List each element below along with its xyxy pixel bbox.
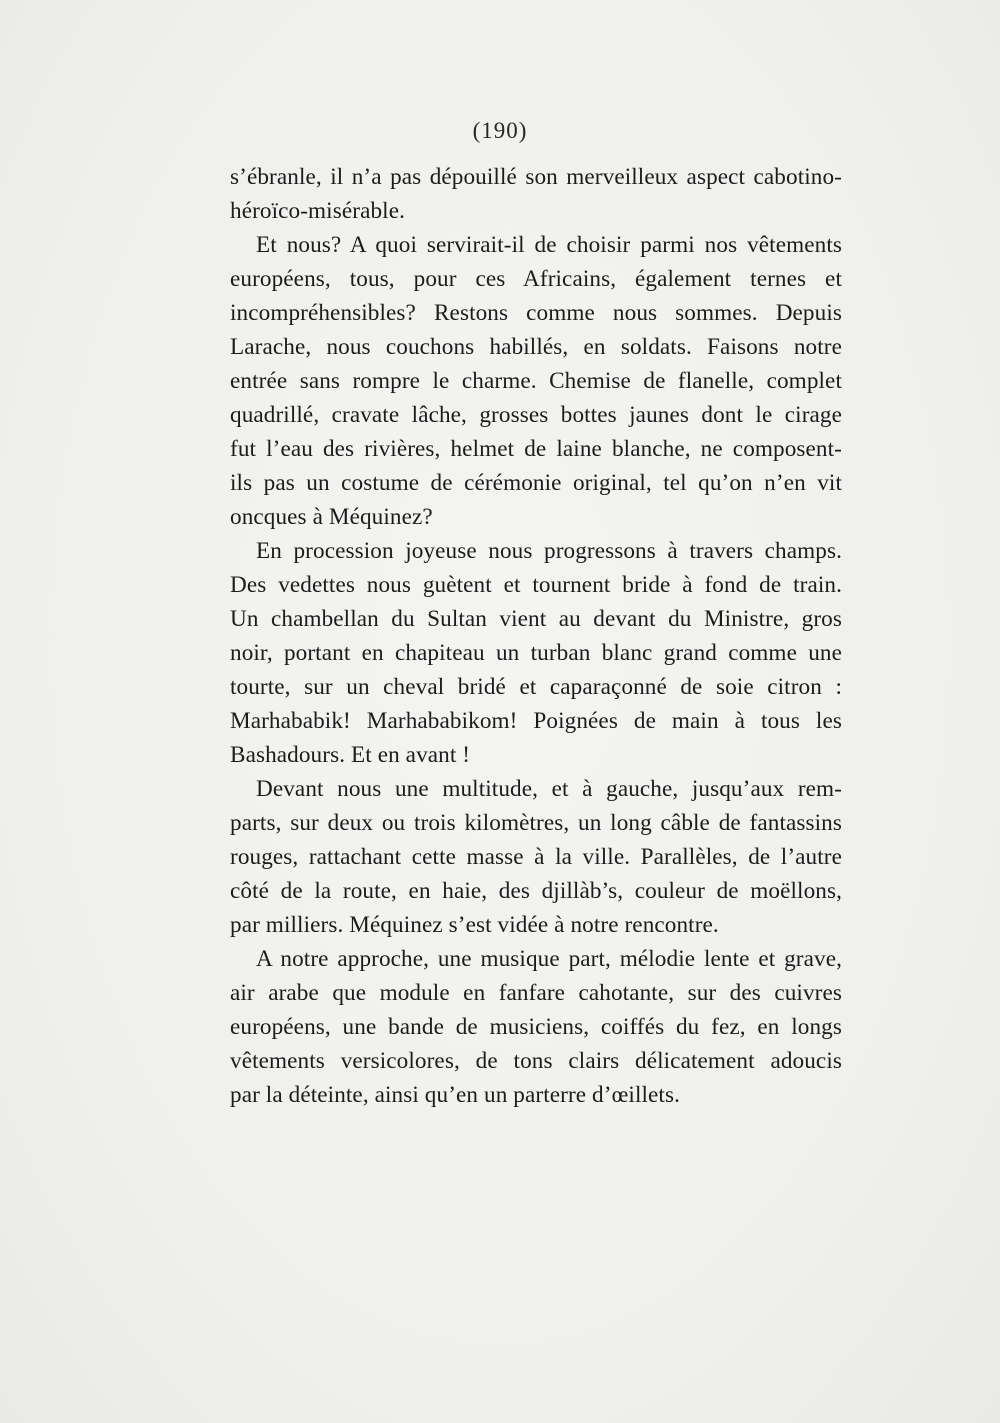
text-line: européens, une bande de musiciens, coiffés du fez, en longs — [230, 1014, 842, 1040]
text-line: Marhababik! Marhababikom! Poignées de main à tous les — [230, 708, 842, 734]
text-line: parts, sur deux ou trois kilomètres, un long câble de fantassins — [230, 810, 842, 836]
paragraph — [230, 942, 842, 1112]
text-line: quadrillé, cravate lâche, grosses bottes jaunes dont le cirage — [230, 402, 842, 428]
text-line: Larache, nous couchons habillés, en soldats. Faisons notre — [230, 334, 842, 360]
text-line: Un chambellan du Sultan vient au devant du Ministre, gros — [230, 606, 842, 632]
text-line: vêtements versicolores, de tons clairs délicatement adoucis — [230, 1048, 842, 1074]
text-line: Des vedettes nous guètent et tournent bride à fond de train. — [230, 572, 842, 598]
text-line: tourte, sur un cheval bridé et caparaçonné de soie citron : — [230, 674, 842, 700]
page-number: (190) — [472, 118, 528, 143]
text-line: incompréhensibles? Restons comme nous sommes. Depuis — [230, 300, 842, 326]
text-line: Bashadours. Et en avant ! — [230, 742, 471, 768]
text-line: A notre approche, une musique part, mélodie lente et grave, — [256, 946, 842, 972]
text-line: par la déteinte, ainsi qu’en un parterre d’œillets. — [230, 1082, 680, 1108]
text-line: rouges, rattachant cette masse à la ville. Parallèles, de l’autre — [230, 844, 842, 870]
text-line: air arabe que module en fanfare cahotante, sur des cuivres — [230, 980, 842, 1006]
text-line: Devant nous une multitude, et à gauche, jusqu’aux rem- — [256, 776, 842, 802]
text-line: En procession joyeuse nous progressons à travers champs. — [256, 538, 842, 564]
text-line: entrée sans rompre le charme. Chemise de flanelle, complet — [230, 368, 842, 394]
text-line: ils pas un costume de cérémonie original, tel qu’on n’en vit — [230, 470, 842, 496]
paragraph — [230, 228, 842, 534]
text-line: s’ébranle, il n’a pas dépouillé son merveilleux aspect cabotino- — [230, 164, 842, 190]
text-line: héroïco-misérable. — [230, 198, 405, 224]
text-line: Et nous? A quoi servirait-il de choisir parmi nos vêtements — [256, 232, 842, 258]
text-line: côté de la route, en haie, des djillàb’s, couleur de moëllons, — [230, 878, 842, 904]
text-line: noir, portant en chapiteau un turban blanc grand comme une — [230, 640, 842, 666]
text-line: par milliers. Méquinez s’est vidée à notre rencontre. — [230, 912, 719, 938]
paragraph — [230, 160, 842, 228]
text-line: oncques à Méquinez? — [230, 504, 433, 530]
text-line: européens, tous, pour ces Africains, également ternes et — [230, 266, 842, 292]
body-text — [230, 160, 842, 1112]
paragraph — [230, 772, 842, 942]
text-line: fut l’eau des rivières, helmet de laine blanche, ne composent- — [230, 436, 842, 462]
paragraph — [230, 534, 842, 772]
